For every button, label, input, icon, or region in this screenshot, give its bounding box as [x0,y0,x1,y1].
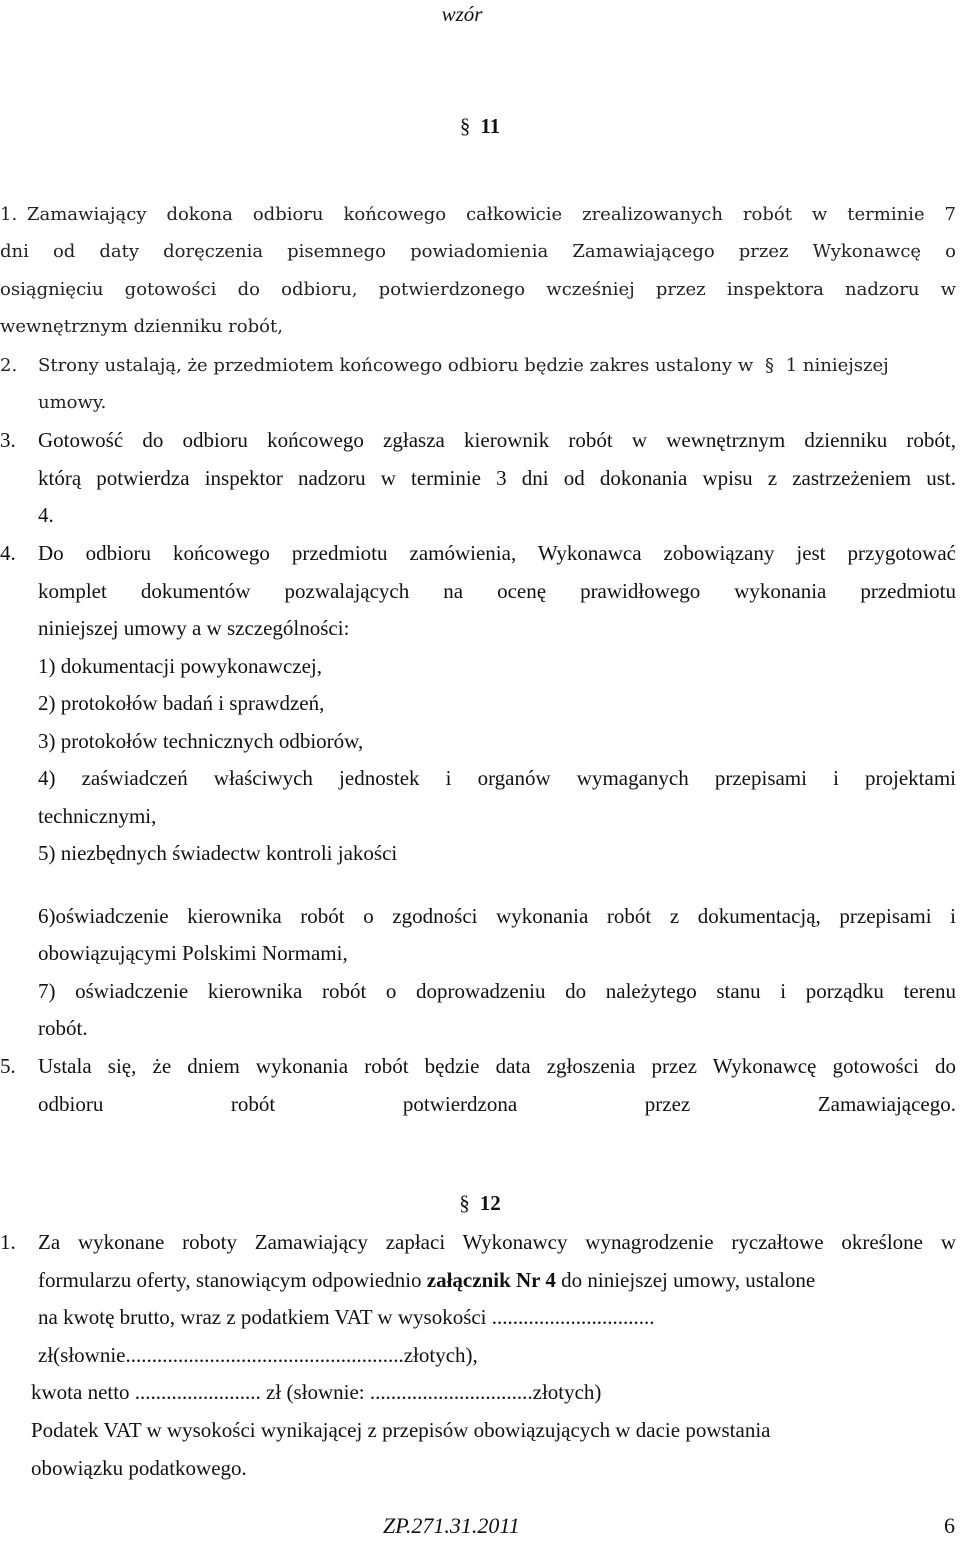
section-number: 12 [479,1191,501,1215]
header-label: wzór [441,2,483,26]
text-line: Ustala się, że dniem wykonania robót będzie data zgłoszenia przez Wykonawcę gotowości do [38,1054,956,1078]
list-item: obowiązującymi Polskimi Normami, [38,941,348,965]
attachment-reference: załącznik Nr 4 [426,1268,556,1292]
text-line: Do odbioru końcowego przedmiotu zamówienia, Wykonawca zobowiązany jest przygotować [38,541,956,565]
text-line: dni od daty doręczenia pisemnego powiadomienia Zamawiającego przez Wykonawcę o [0,241,956,262]
clause-number: 1. [0,1230,16,1254]
text-line: Gotowość do odbioru końcowego zgłasza kierownik robót w wewnętrznym dzienniku robót, [38,428,956,452]
page-number: 6 [944,1513,955,1538]
section-number: 11 [480,114,501,138]
paragraph-symbol: § [459,1191,470,1215]
text-line: Zamawiający dokona odbioru końcowego całkowicie zrealizowanych robót w terminie 7 [27,204,956,225]
list-item: 6)oświadczenie kierownika robót o zgodności wykonania robót z dokumentacją, przepisami i [38,904,956,928]
text-line: wewnętrznym dzienniku robót, [0,316,283,337]
list-item: robót. [38,1016,88,1040]
text-segment: Strony ustalają, że przedmiotem końcowego odbioru będzie zakres ustalony w [38,355,754,376]
list-item: 7) oświadczenie kierownika robót o doprowadzeniu do należytego stanu i porządku terenu [38,979,956,1003]
text-segment: formularzu oferty, stanowiącym odpowiednio [38,1268,427,1292]
list-item: technicznymi, [38,804,157,828]
text-line: 4. [38,503,54,527]
list-item: 4) zaświadczeń właściwych jednostek i organów wymaganych przepisami i projektami [38,766,956,790]
list-item: 3) protokołów technicznych odbiorów, [38,729,364,753]
text-segment: 1 niniejszej [785,355,889,376]
clause-number: 4. [0,541,16,565]
vat-line: Podatek VAT w wysokości wynikającej z przepisów obowiązujących w dacie powstania [31,1418,771,1442]
list-item: 2) protokołów badań i sprawdzeń, [38,691,325,715]
text-line: zł(słownie.....................................................złotych), [38,1343,478,1367]
footer-reference-code: ZP.271.31.2011 [383,1513,520,1538]
text-line: odbioru robót potwierdzona przez Zamawiającego. [38,1092,956,1116]
text-line: osiągnięciu gotowości do odbioru, potwierdzonego wcześniej przez inspektora nadzoru w [0,279,956,300]
text-line: komplet dokumentów pozwalających na ocenę prawidłowego wykonania przedmiotu [38,579,956,603]
paragraph-symbol: § [764,355,774,376]
list-item: 5) niezbędnych świadectw kontroli jakości [38,841,398,865]
net-amount-line: kwota netto ........................ zł (słownie: ...............................złotych) [31,1380,602,1404]
text-line: którą potwierdza inspektor nadzoru w terminie 3 dni od dokonania wpisu z zastrzeżeniem ust. [38,466,956,490]
list-item: 1) dokumentacji powykonawczej, [38,654,322,678]
vat-line-continued: obowiązku podatkowego. [31,1456,247,1480]
paragraph-symbol: § [459,114,471,138]
text-line: umowy. [38,392,107,413]
text-line: Za wykonane roboty Zamawiający zapłaci Wykonawcy wynagrodzenie ryczałtowe określone w [38,1230,956,1254]
section-heading-12 [0,1191,960,1216]
clause-number: 5. [0,1054,16,1078]
text-line: niniejszej umowy a w szczególności: [38,616,350,640]
clause-number: 3. [0,428,16,452]
text-segment: do niniejszej umowy, ustalone [555,1268,816,1292]
clause-number: 2. [0,355,18,376]
clause-number: 1. [0,204,18,225]
section-heading-11 [0,114,960,139]
text-line: na kwotę brutto, wraz z podatkiem VAT w wysokości ............................... [38,1305,655,1329]
